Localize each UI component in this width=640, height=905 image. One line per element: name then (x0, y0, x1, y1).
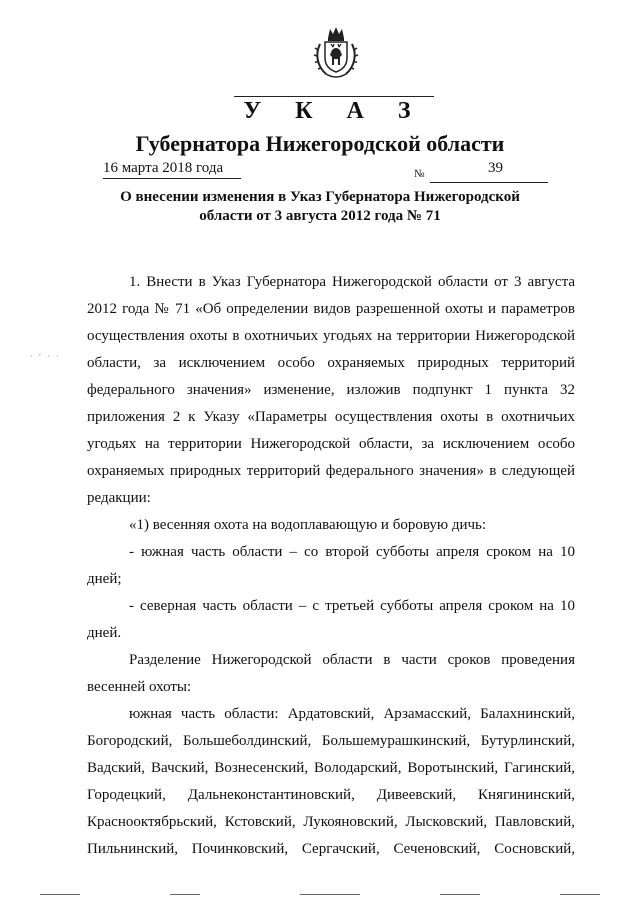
body-line: Городецкий, Дальнеконстантиновский, Дивеевский, Княгининский, (87, 787, 575, 803)
body-line: весенней охоты: (87, 679, 192, 695)
number-underline (430, 182, 548, 183)
subject-line-2: области от 3 августа 2012 года № 71 (199, 208, 441, 224)
body-line: «1) весенняя охота на водоплавающую и боровую дичь: (129, 517, 487, 533)
document-number: 39 (488, 160, 503, 176)
scan-artifact (560, 894, 600, 895)
scan-artifact: · ‘ · · (30, 352, 61, 361)
body-line: Пильнинский, Починковский, Сергачский, Сеченовский, Сосновский, (87, 841, 575, 857)
body-line: дней. (87, 625, 122, 641)
body-line: 1. Внести в Указ Губернатора Нижегородской области от 3 августа (129, 274, 575, 290)
body-line: Разделение Нижегородской области в части сроков проведения (129, 652, 575, 668)
body-line: Вадский, Вачский, Вознесенский, Володарский, Воротынский, Гагинский, (87, 760, 575, 776)
body-line: 2012 года № 71 «Об определении видов разрешенной охоты и параметров (87, 301, 575, 317)
document-date: 16 марта 2018 года (103, 160, 224, 176)
body-line: южная часть области: Ардатовский, Арзамасский, Балахнинский, (129, 706, 575, 722)
body-line: осуществления охоты в охотничьих угодьях на территории Нижегородской (87, 328, 575, 344)
body-line: Богородский, Большеболдинский, Большемурашкинский, Бутурлинский, (87, 733, 575, 749)
scan-artifact (300, 894, 360, 895)
document-title: У К А З (243, 98, 425, 124)
scan-artifact (170, 894, 200, 895)
scan-artifact (40, 894, 80, 895)
subject-line-1: О внесении изменения в Указ Губернатора Нижегородской (120, 189, 520, 205)
coat-of-arms-emblem (312, 24, 360, 80)
body-line: федерального значения» изменение, изложив подпункт 1 пункта 32 (87, 382, 575, 398)
document-subtitle: Губернатора Нижегородской области (135, 131, 505, 156)
number-label: № (414, 168, 425, 180)
body-line: приложения 2 к Указу «Параметры осуществления охоты в охотничьих (87, 409, 575, 425)
body-line: области, за исключением особо охраняемых природных территорий (87, 355, 575, 371)
body-line: дней; (87, 571, 122, 587)
body-line: - южная часть области – со второй субботы апреля сроком на 10 (129, 544, 575, 560)
body-line: угодьях на территории Нижегородской области, за исключением особо (87, 436, 575, 452)
header-rule (234, 96, 434, 97)
scan-artifact (440, 894, 480, 895)
body-line: - северная часть области – с третьей субботы апреля сроком на 10 (129, 598, 575, 614)
date-underline (103, 178, 241, 179)
body-line: Краснооктябрьский, Кстовский, Лукояновский, Лысковский, Павловский, (87, 814, 575, 830)
body-line: редакции: (87, 490, 151, 506)
body-line: охраняемых природных территорий федерального значения» в следующей (87, 463, 575, 479)
